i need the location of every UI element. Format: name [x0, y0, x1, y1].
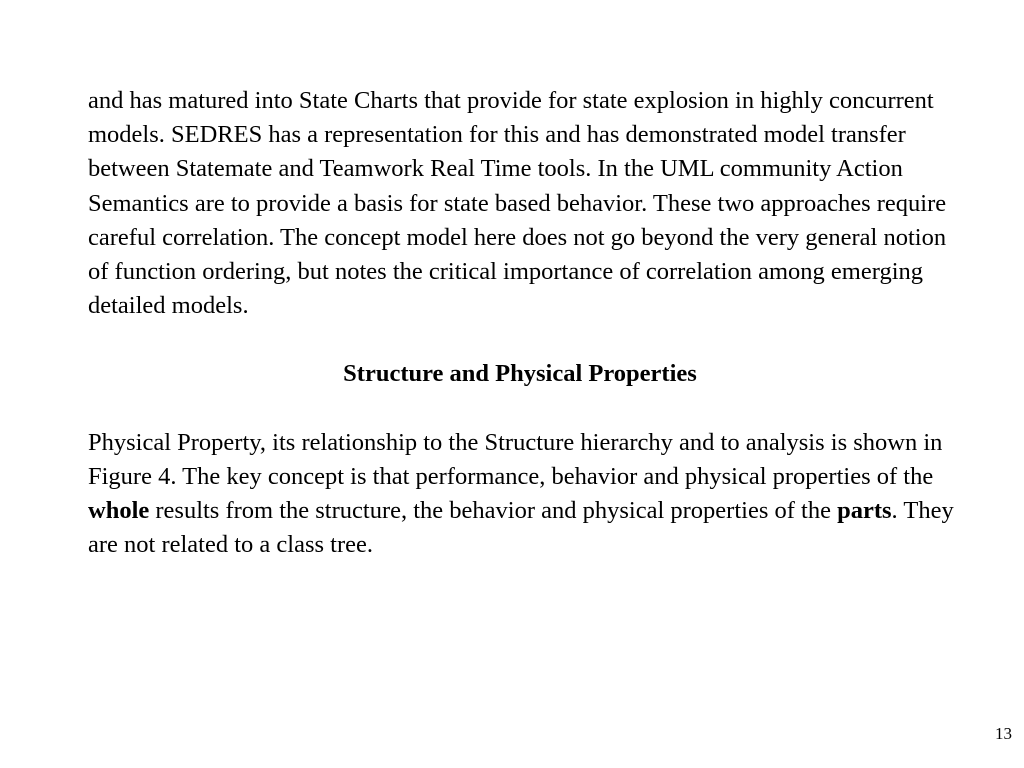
paragraph-text-part-1: Physical Property, its relationship to the Structure hierarchy and to analysis is shown in Figure 4. The key concept is that performance, behavior and physical properties of the [88, 428, 943, 490]
paragraph-state-charts: and has matured into State Charts that provide for state explosion in highly concurrent models. SEDRES has a representation for this and has demonstrated model transfer between Statemate and Teamwork Real Time tools. In the UML community Action Semantics are to provide a basis for state based behavior. These two approaches require careful correlation. The concept model here does not go beyond the very general notion of function ordering, but notes the critical importance of correlation among emerging detailed models. [88, 87, 947, 320]
paragraph-text-part-3: . They are not related to a class tree. [88, 497, 954, 559]
page-number: 13 [995, 724, 1012, 743]
document-body [88, 84, 958, 562]
paragraph-physical-property [88, 426, 958, 563]
paragraph-text-part-2: results from the structure, the behavior and physical properties of the [149, 497, 838, 525]
section-heading: Structure and Physical Properties [343, 360, 697, 388]
emphasis-whole: whole [88, 497, 150, 525]
emphasis-parts: parts [837, 497, 892, 525]
